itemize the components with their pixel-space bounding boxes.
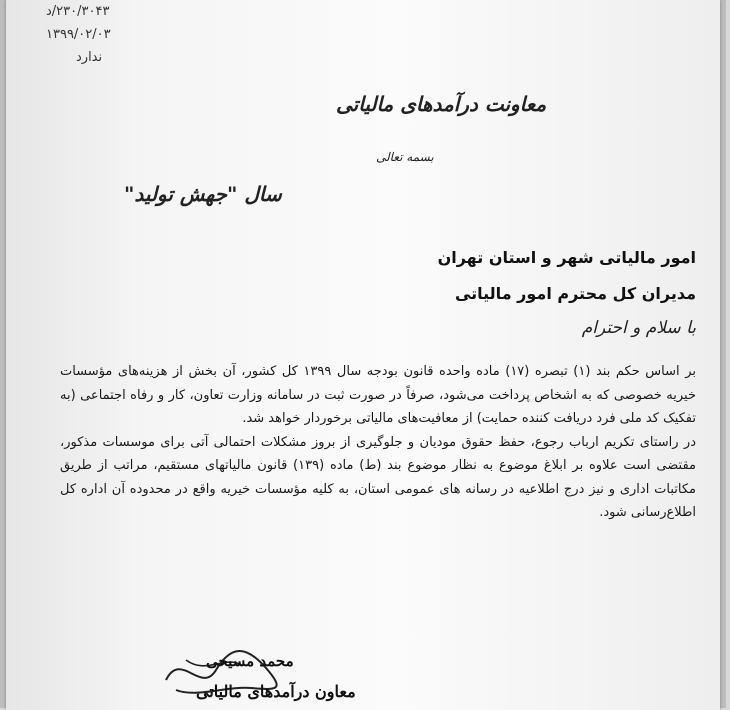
letter-body (60, 360, 696, 525)
recipient-line-2: مدیران کل محترم امور مالیاتی (454, 284, 696, 303)
letter-attachment: ندارد (76, 50, 103, 65)
year-slogan: سال "جهش تولید" (124, 182, 282, 206)
greeting: با سلام و احترام (581, 318, 696, 338)
department-heading: معاونت درآمدهای مالیاتی (336, 92, 547, 116)
signatory-name: محمد مسیحی (206, 652, 294, 670)
letter-date: ۱۳۹۹/۰۲/۰۳ (46, 27, 111, 42)
signatory-title: معاون درآمدهای مالیاتی (196, 682, 356, 701)
body-paragraph-1: بر اساس حکم بند (۱) تبصره (۱۷) ماده واحده قانون بودجه سال ۱۳۹۹ کل کشور، آن بخش از هزینه‌های مؤسسات خیریه خصوصی که به اشخاص پرداخت می‌شود، صرفاً در صورت ثبت در سامانه وزارت تعاون، کار و رفاه اجتماعی (به تفکیک کد ملی فرد دریافت کننده حمایت) از معافیت‌های مالیاتی برخوردار خواهد شد. (60, 364, 696, 426)
letter-number: ۲۳۰/۳۰۴۳/د (46, 4, 110, 19)
body-paragraph-2: در راستای تکریم ارباب رجوع، حفظ حقوق مودیان و جلوگیری از بروز مشکلات احتمالی آتی برای موسسات مذکور، مقتضی است علاوه بر ابلاغ موضوع به نظار موضوع بند (ط) ماده (۱۳۹) قانون مالیاتهای مستقیم، مراتب از طریق مکاتبات اداری و نیز درج اطلاعیه در رسانه های عمومی استان، به کلیه مؤسسات خیریه واقع در محدوده آن اداره کل اطلاع‌رسانی شود. (60, 434, 696, 520)
bismillah: بسمه تعالی (376, 150, 434, 164)
recipient-line-1: امور مالیاتی شهر و استان تهران (437, 248, 696, 267)
letter-page (6, 0, 720, 710)
